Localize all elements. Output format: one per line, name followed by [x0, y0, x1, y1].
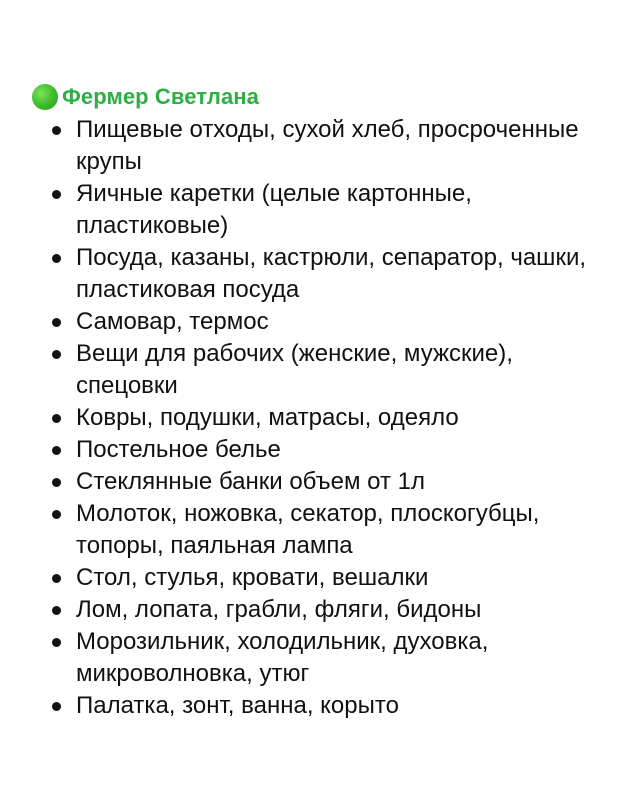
section-title: Фермер Светлана — [62, 84, 260, 109]
list-item — [52, 306, 620, 338]
bullet-icon — [52, 190, 61, 199]
green-circle-icon — [32, 84, 58, 110]
list-item — [52, 690, 620, 722]
bullet-icon — [52, 606, 61, 615]
bullet-icon — [52, 318, 61, 327]
list-item-text: Ковры, подушки, матрасы, одеяло — [76, 404, 459, 431]
bullet-icon — [52, 126, 61, 135]
list-item-text: Лом, лопата, грабли, фляги, бидоны — [76, 596, 482, 623]
list-item — [52, 466, 620, 498]
bullet-icon — [52, 254, 61, 263]
list-item — [52, 114, 620, 178]
list-item-text: Самовар, термос — [76, 308, 269, 335]
list-item — [52, 626, 620, 690]
list-item-text: Посуда, казаны, кастрюли, сепаратор, чашки, пластиковая посуда — [76, 244, 587, 303]
bullet-icon — [52, 350, 61, 359]
list-item — [52, 178, 620, 242]
list-item-text: Постельное белье — [76, 436, 281, 463]
list-item-text: Стеклянные банки объем от 1л — [76, 468, 425, 495]
donation-item-list — [32, 114, 620, 722]
list-item — [52, 498, 620, 562]
list-item-text: Палатка, зонт, ванна, корыто — [76, 692, 399, 719]
list-item — [52, 594, 620, 626]
bullet-icon — [52, 638, 61, 647]
list-item-text: Молоток, ножовка, секатор, плоскогубцы, топоры, паяльная лампа — [76, 500, 540, 559]
list-item — [52, 434, 620, 466]
list-item — [52, 338, 620, 402]
bullet-icon — [52, 446, 61, 455]
list-item-text: Вещи для рабочих (женские, мужские), спецовки — [76, 340, 513, 399]
list-item-text: Пищевые отходы, сухой хлеб, просроченные крупы — [76, 116, 579, 175]
bullet-icon — [52, 510, 61, 519]
list-item-text: Яичные каретки (целые картонные, пластиковые) — [76, 180, 472, 239]
list-item — [52, 242, 620, 306]
bullet-icon — [52, 574, 61, 583]
bullet-icon — [52, 478, 61, 487]
list-item-text: Стол, стулья, кровати, вешалки — [76, 564, 429, 591]
list-item — [52, 402, 620, 434]
section-header — [32, 80, 620, 114]
bullet-icon — [52, 702, 61, 711]
list-item-text: Морозильник, холодильник, духовка, микроволновка, утюг — [76, 628, 489, 687]
list-item — [52, 562, 620, 594]
bullet-icon — [52, 414, 61, 423]
